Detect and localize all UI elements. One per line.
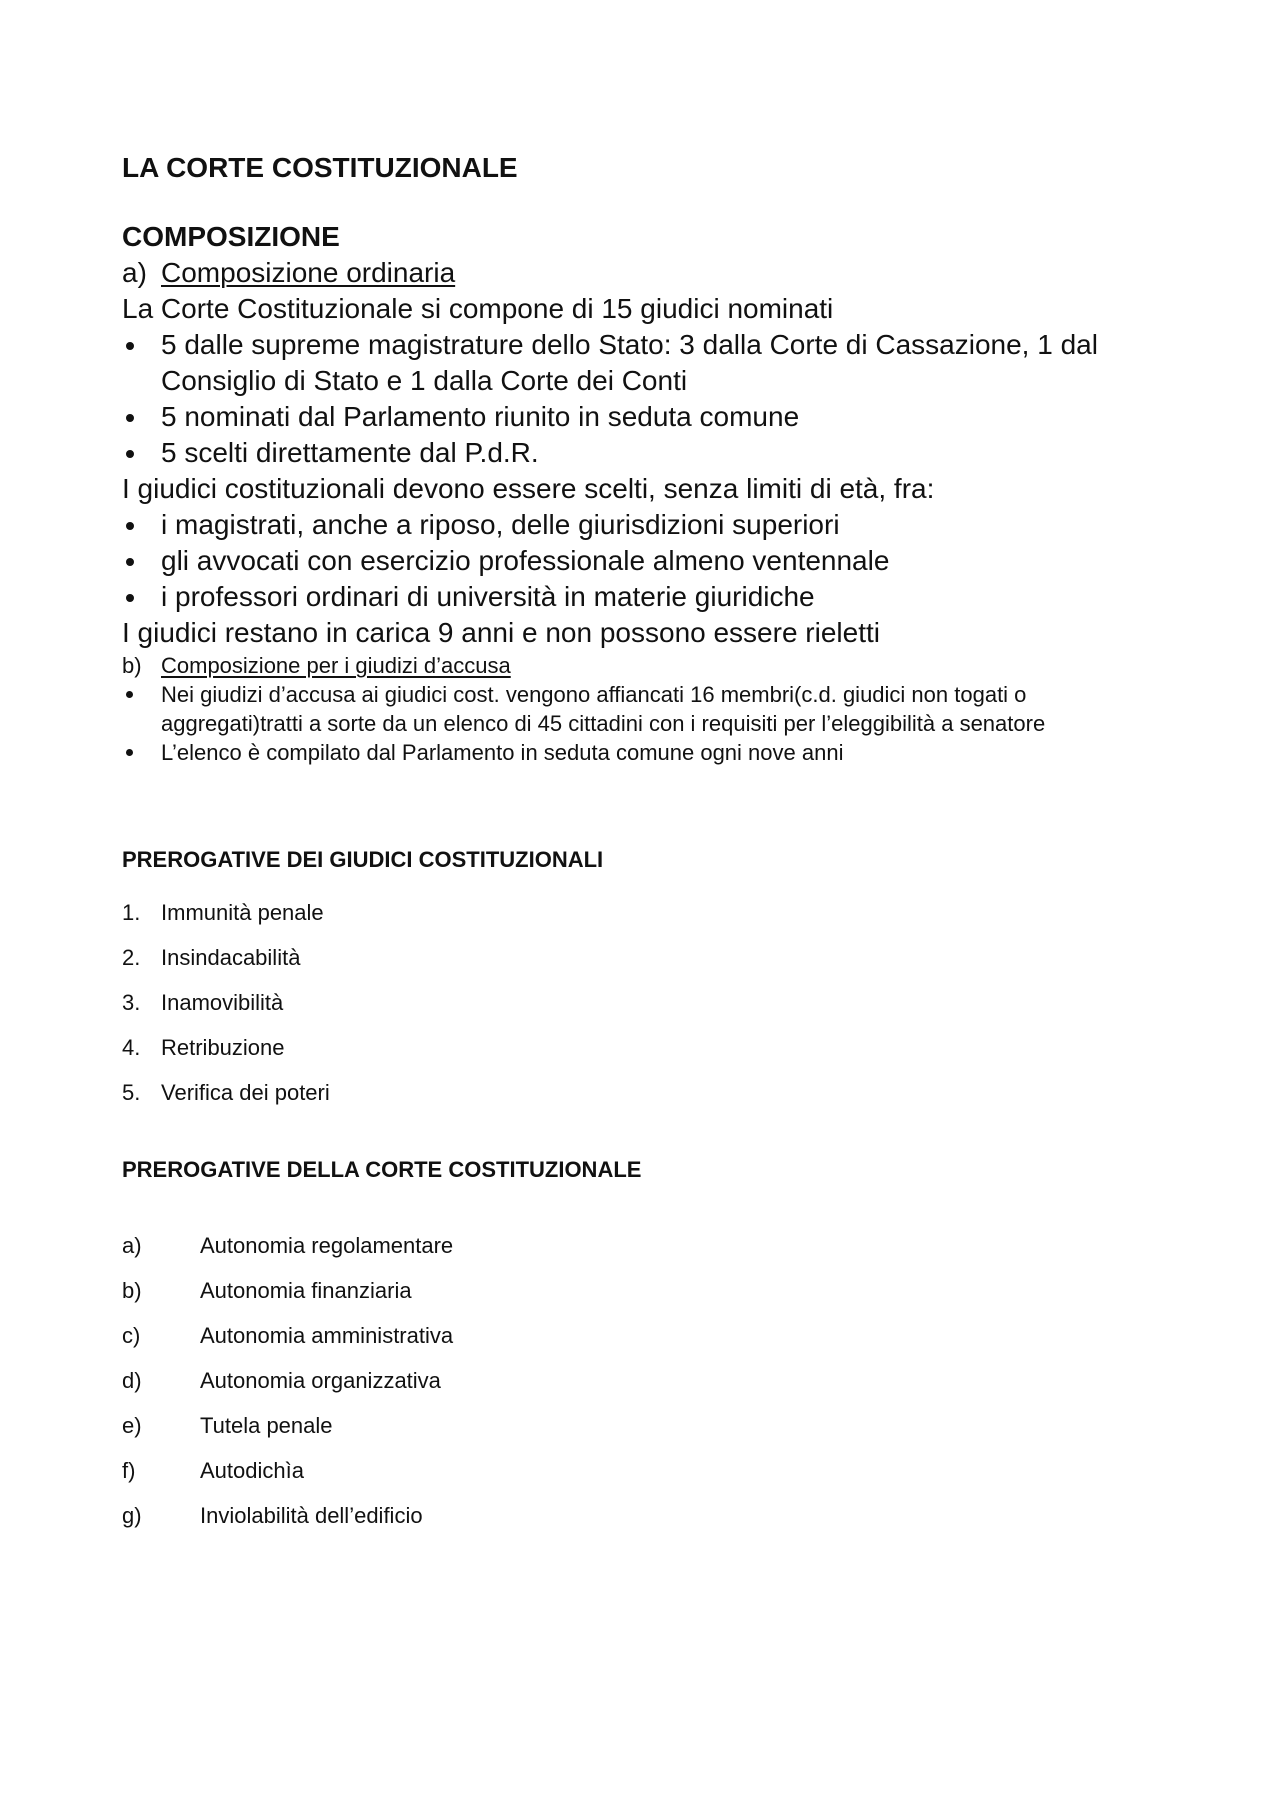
list-item-marker: f) xyxy=(122,1458,136,1483)
accusa-subheading xyxy=(122,651,1172,680)
list-item-text: Autonomia regolamentare xyxy=(200,1233,454,1258)
list-item-text: Verifica dei poteri xyxy=(161,1080,330,1105)
list-item-marker: b) xyxy=(122,1278,142,1303)
list-item-text: Autonomia organizzativa xyxy=(200,1368,441,1393)
list-item-text: Inviolabilità dell’edificio xyxy=(200,1503,423,1528)
requisiti-intro: I giudici costituzionali devono essere scelti, senza limiti di età, fra: xyxy=(122,473,935,504)
list-item-text: i professori ordinari di università in materie giuridiche xyxy=(161,581,815,612)
list-item-text: 5 scelti direttamente dal P.d.R. xyxy=(161,437,539,468)
list-item-text: Immunità penale xyxy=(161,900,324,925)
list-item-number: 5. xyxy=(122,1080,141,1105)
ordinaria-intro: La Corte Costituzionale si compone di 15 giudici nominati xyxy=(122,293,834,324)
list-item-marker: c) xyxy=(122,1323,141,1348)
list-item-number: 1. xyxy=(122,900,141,925)
prerogative-corte-list xyxy=(122,1231,1172,1546)
list-item-marker: a) xyxy=(122,1233,142,1258)
list-item-text: 5 nominati dal Parlamento riunito in seduta comune xyxy=(161,401,800,432)
ordinaria-subheading xyxy=(122,255,1172,291)
list-item-number: 4. xyxy=(122,1035,141,1060)
list-item-marker: g) xyxy=(122,1503,142,1528)
list-item-marker: d) xyxy=(122,1368,142,1393)
list-item xyxy=(122,1321,1172,1366)
prerogative-giudici-heading: PREROGATIVE DEI GIUDICI COSTITUZIONALI xyxy=(122,847,604,872)
list-item-text: Inamovibilità xyxy=(161,990,284,1015)
list-item-text: Autodichìa xyxy=(200,1458,304,1483)
list-item xyxy=(122,943,1172,988)
list-item xyxy=(122,680,1172,738)
list-item xyxy=(122,898,1172,943)
list-item xyxy=(122,988,1172,1033)
list-item-text: L’elenco è compilato dal Parlamento in seduta comune ogni nove anni xyxy=(161,740,844,765)
list-item xyxy=(122,1501,1172,1546)
ordinaria-label: Composizione ordinaria xyxy=(161,257,456,288)
list-item xyxy=(122,1366,1172,1411)
list-item xyxy=(122,543,1172,579)
list-item xyxy=(122,1231,1172,1276)
list-item xyxy=(122,1033,1172,1078)
list-item xyxy=(122,1411,1172,1456)
ordinaria-marker: a) xyxy=(122,257,147,288)
list-item-number: 2. xyxy=(122,945,141,970)
list-item-number: 3. xyxy=(122,990,141,1015)
list-item xyxy=(122,399,1172,435)
composizione-heading: COMPOSIZIONE xyxy=(122,221,340,252)
list-item-text: Tutela penale xyxy=(200,1413,333,1438)
list-item xyxy=(122,738,1172,767)
list-item xyxy=(122,579,1172,615)
list-item-text: Insindacabilità xyxy=(161,945,301,970)
list-item-marker: e) xyxy=(122,1413,142,1438)
list-item-text: Autonomia finanziaria xyxy=(200,1278,412,1303)
list-item xyxy=(122,1276,1172,1321)
list-item-text: 5 dalle supreme magistrature dello Stato: 3 dalla Corte di Cassazione, 1 dal Consiglio di Stato e 1 dalla Corte dei Conti xyxy=(161,329,1098,396)
accusa-marker: b) xyxy=(122,653,142,678)
durata-text: I giudici restano in carica 9 anni e non possono essere rieletti xyxy=(122,617,880,648)
list-item xyxy=(122,507,1172,543)
list-item-text: Nei giudizi d’accusa ai giudici cost. vengono affiancati 16 membri(c.d. giudici non togati o aggregati)tratti a sorte da un elenco di 45 cittadini con i requisiti per l’eleggibilità a senatore xyxy=(161,682,1046,736)
list-item-text: gli avvocati con esercizio professionale almeno ventennale xyxy=(161,545,890,576)
list-item xyxy=(122,1078,1172,1123)
prerogative-giudici-list xyxy=(122,898,1172,1123)
document-content xyxy=(122,150,1172,1546)
list-item xyxy=(122,435,1172,471)
list-item-text: Autonomia amministrativa xyxy=(200,1323,454,1348)
list-item-text: i magistrati, anche a riposo, delle giurisdizioni superiori xyxy=(161,509,840,540)
list-item xyxy=(122,1456,1172,1501)
prerogative-corte-heading: PREROGATIVE DELLA CORTE COSTITUZIONALE xyxy=(122,1157,642,1182)
accusa-label: Composizione per i giudizi d’accusa xyxy=(161,653,511,678)
page-title: LA CORTE COSTITUZIONALE xyxy=(122,152,518,183)
list-item xyxy=(122,327,1172,399)
list-item-text: Retribuzione xyxy=(161,1035,285,1060)
